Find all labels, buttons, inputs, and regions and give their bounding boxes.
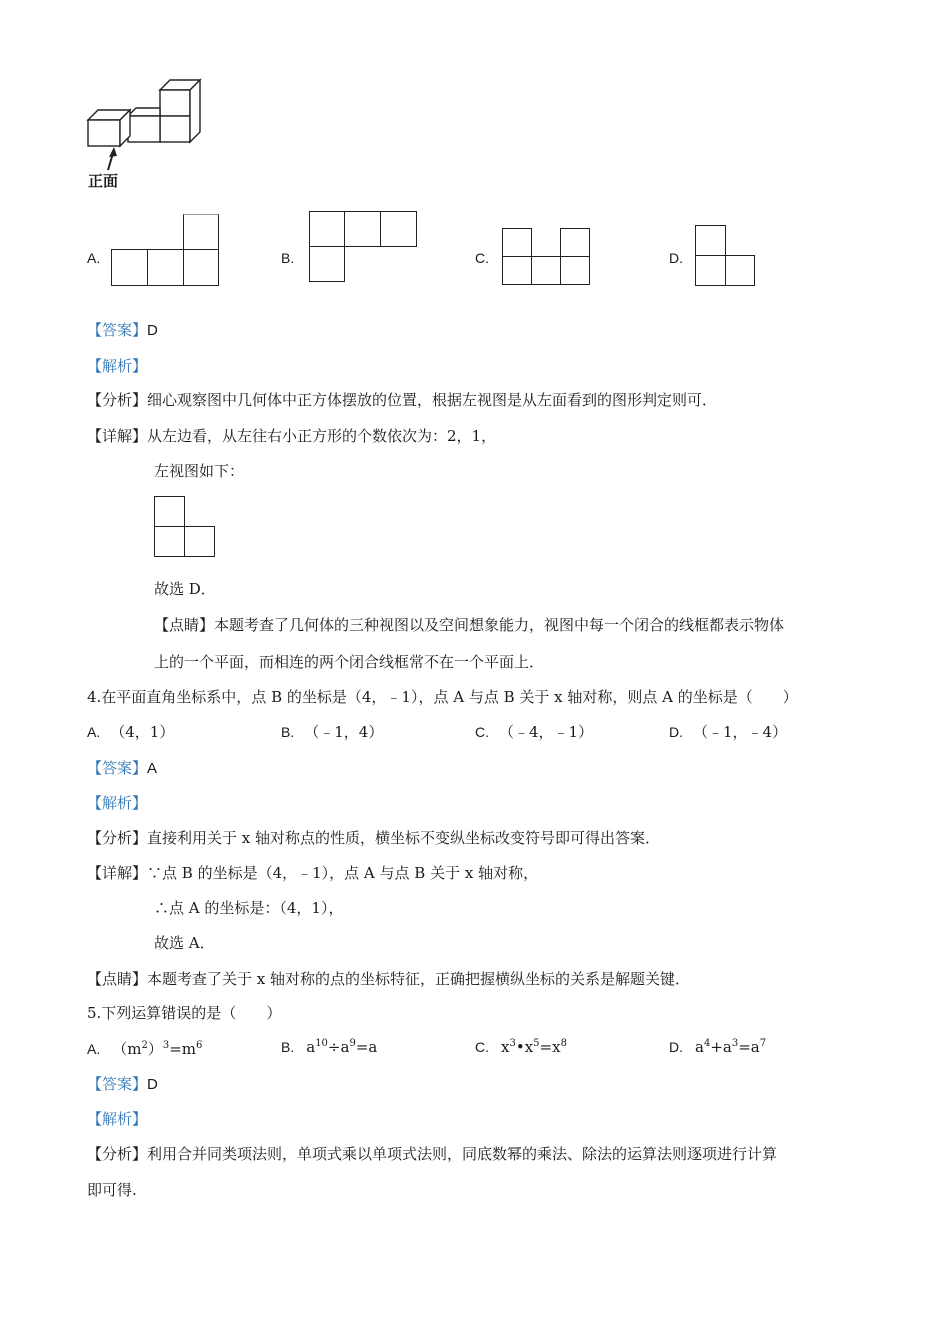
- q4-option-d-text: （﹣1，﹣4）: [693, 723, 788, 741]
- q5-option-c-letter: C.: [475, 1039, 489, 1055]
- detail-tag: 【详解】: [87, 864, 148, 882]
- detail-tag: 【详解】: [87, 427, 148, 445]
- dianjing-tag: 【点睛】: [87, 970, 148, 988]
- q3-answer: D: [147, 322, 158, 339]
- answer-tag: 【答案】: [87, 321, 148, 339]
- front-label: 正面: [88, 173, 119, 190]
- q5-option-b-letter: B.: [281, 1039, 295, 1055]
- q5-fenxi-line2: 即可得.: [87, 1181, 137, 1199]
- q4-option-b-text: （﹣1，4）: [304, 723, 384, 741]
- q4-option-c-text: （﹣4，﹣1）: [499, 723, 594, 741]
- q4-option-d-letter: D.: [669, 724, 683, 740]
- q4-analysis-tag: 【解析】: [87, 794, 148, 812]
- q5-option-d-op1: +a: [710, 1038, 732, 1056]
- q4-detail-line2: ∴点 A 的坐标是：（4，1），: [154, 899, 344, 917]
- q4-option-b-letter: B.: [281, 724, 295, 740]
- q5-option-b-exp1: 10: [315, 1038, 328, 1049]
- q3-option-d-letter: D.: [669, 250, 683, 266]
- q4-option-a-letter: A.: [87, 724, 101, 740]
- q5-option-d-letter: D.: [669, 1039, 683, 1055]
- q3-fenxi-text: 细心观察图中几何体中正方体摆放的位置，根据左视图是从左面看到的图形判定则可．: [147, 391, 718, 409]
- q5-answer: D: [147, 1076, 158, 1093]
- q4-option-a: [87, 721, 174, 742]
- q5-option-b: [281, 1038, 377, 1056]
- q5-analysis-tag: 【解析】: [87, 1110, 148, 1128]
- q3-detail-line2: 左视图如下：: [154, 462, 245, 480]
- q5-option-a-rest: =m: [169, 1040, 197, 1058]
- q4-dianjing-line: [87, 968, 690, 989]
- cube-figure: [84, 78, 214, 158]
- q5-option-d-exp1: 4: [703, 1038, 711, 1049]
- q5-option-c-op1: •x: [515, 1038, 534, 1056]
- fenxi-tag: 【分析】: [87, 829, 148, 847]
- q3-dianjing-text1: 本题考查了几何体的三种视图以及空间想象能力，视图中每一个闭合的线框都表示物体: [214, 616, 785, 634]
- q5-option-c-op2: =x: [539, 1038, 561, 1056]
- q3-answer-line: [87, 319, 158, 340]
- q5-option-b-rest: =a: [355, 1038, 378, 1056]
- q3-option-a-letter: A.: [87, 250, 101, 266]
- q5-option-a-base: （m: [112, 1040, 142, 1058]
- q4-answer-line: [87, 757, 157, 778]
- fenxi-tag: 【分析】: [87, 391, 148, 409]
- answer-tag: 【答案】: [87, 759, 148, 777]
- q4-detail-line3: 故选 A．: [154, 934, 215, 952]
- q3-option-b-letter: B.: [281, 250, 295, 266]
- q5-option-b-base: a: [306, 1038, 316, 1056]
- q5-option-c: [475, 1038, 567, 1056]
- q4-stem: 4.在平面直角坐标系中，点 B 的坐标是（4，﹣1），点 A 与点 B 关于 x 轴对称，则点 A 的坐标是（ ）: [87, 688, 798, 706]
- q5-fenxi-text1: 利用合并同类项法则，单项式乘以单项式法则，同底数幂的乘法、除法的运算法则逐项进行计算: [147, 1145, 778, 1163]
- q5-option-a: [87, 1038, 202, 1059]
- q3-detail-text1: 从左边看，从左往右小正方形的个数依次为：2，1，: [147, 427, 497, 445]
- q4-option-d: [669, 721, 787, 742]
- q5-option-a-exp1: 2: [141, 1040, 148, 1051]
- q5-option-b-op: ÷a: [327, 1038, 350, 1056]
- q3-option-c-letter: C.: [475, 250, 489, 266]
- dianjing-tag: 【点睛】: [154, 616, 215, 634]
- q5-fenxi-line1: [87, 1143, 777, 1164]
- q3-dianjing-line2: 上的一个平面，而相连的两个闭合线框常不在一个平面上．: [154, 653, 545, 671]
- q5-answer-line: [87, 1073, 158, 1094]
- q4-answer: A: [147, 760, 158, 777]
- q5-option-d-exp2: 3: [731, 1038, 739, 1049]
- q4-fenxi-line: [87, 827, 660, 848]
- q3-dianjing-line1: [154, 614, 784, 635]
- q3-fenxi-line: [87, 389, 717, 410]
- q3-detail-line3: 故选 D．: [154, 580, 216, 598]
- q5-option-d-base: a: [695, 1038, 704, 1056]
- q5-option-a-letter: A.: [87, 1041, 101, 1057]
- q5-option-a-exp2: 3: [162, 1040, 170, 1051]
- q4-option-c: [475, 721, 593, 742]
- q4-option-b: [281, 721, 383, 742]
- q5-option-a-exp3: 6: [196, 1040, 203, 1051]
- q4-option-c-letter: C.: [475, 724, 489, 740]
- q3-analysis-tag: 【解析】: [87, 357, 148, 375]
- q5-option-c-exp3: 8: [560, 1038, 567, 1049]
- q4-option-a-text: （4，1）: [110, 723, 175, 741]
- q5-option-a-close: ）: [147, 1040, 163, 1058]
- answer-tag: 【答案】: [87, 1075, 148, 1093]
- q4-fenxi-text: 直接利用关于 x 轴对称点的性质，横坐标不变纵坐标改变符号即可得出答案．: [147, 829, 661, 847]
- q5-option-c-exp1: 3: [509, 1038, 516, 1049]
- q5-option-c-exp2: 5: [533, 1038, 540, 1049]
- q3-detail-line1: [87, 425, 496, 446]
- q4-detail-line1: [87, 862, 538, 883]
- fenxi-tag: 【分析】: [87, 1145, 148, 1163]
- q5-stem: 5.下列运算错误的是（ ）: [87, 1004, 282, 1022]
- q4-dianjing-text: 本题考查了关于 x 轴对称的点的坐标特征，正确把握横纵坐标的关系是解题关键．: [147, 970, 691, 988]
- q5-option-c-base: x: [501, 1038, 510, 1056]
- q5-option-b-exp2: 9: [349, 1038, 356, 1049]
- q5-option-d: [669, 1038, 766, 1056]
- q4-detail-text1: ∵点 B 的坐标是（4，﹣1），点 A 与点 B 关于 x 轴对称，: [147, 864, 539, 882]
- q5-option-d-op2: =a: [738, 1038, 760, 1056]
- q5-option-d-exp3: 7: [759, 1038, 767, 1049]
